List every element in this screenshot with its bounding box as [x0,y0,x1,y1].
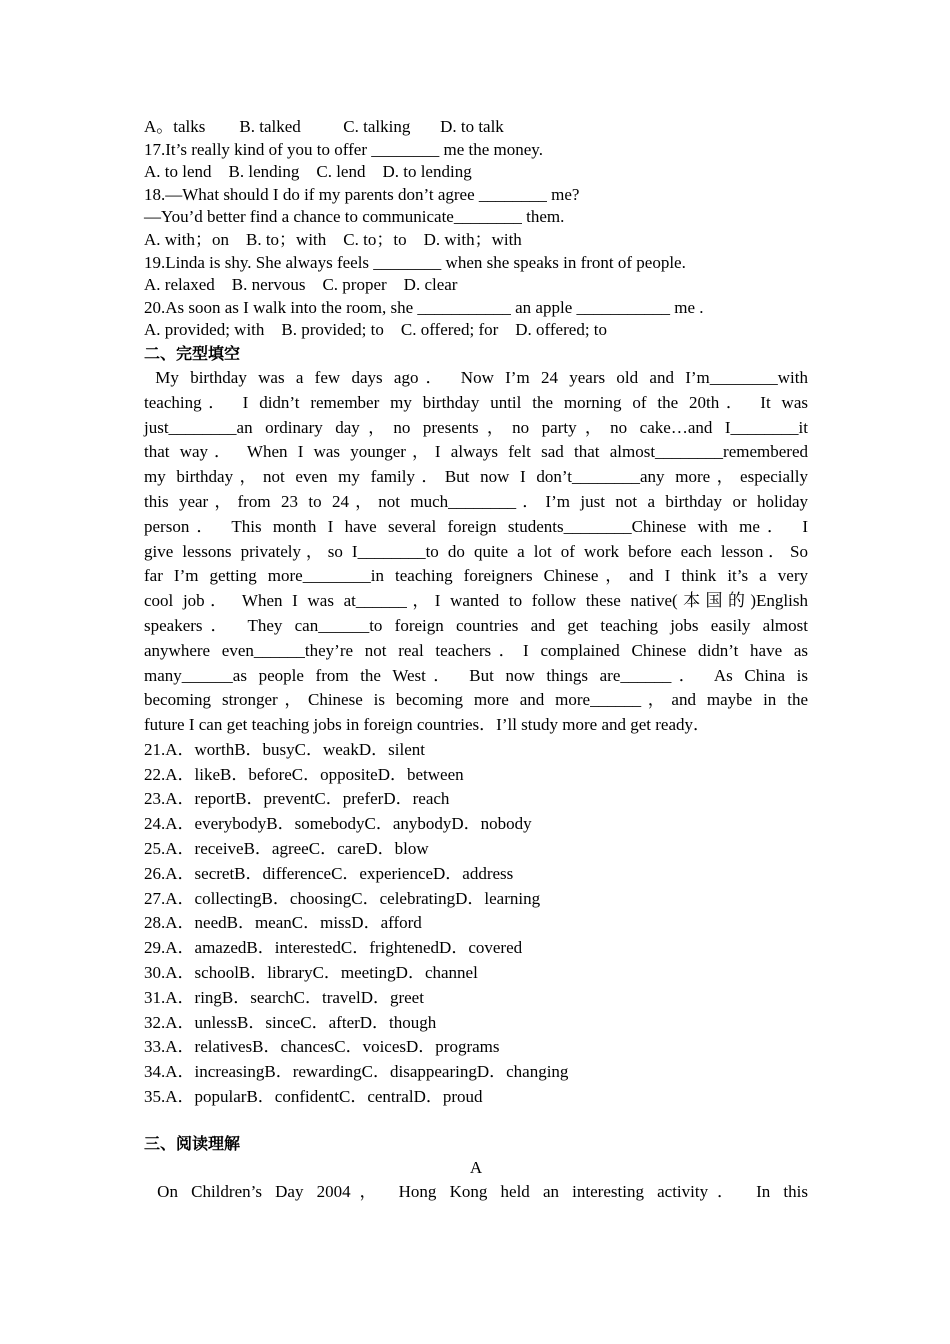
passage-line: cool job． When I was at______，I wanted to follow these native(本国的)English [144,591,808,611]
passage-line: my birthday，not even my family．But now I don’t________any more，especially [144,467,808,487]
passage-line: just________an ordinary day，no presents，no party，no cake…and I________it [144,417,808,437]
option-line: 33.A．relativesB．chancesC．voicesD．programs [144,1037,500,1057]
option-line: 29.A．amazedB．interestedC．frightenedD．covered [144,938,523,958]
mcq-line: 20.As soon as I walk into the room, she ___________ an apple ___________ me . [144,297,704,317]
mcq-line: A。talks B. talked C. talking D. to talk [144,117,504,136]
option-line: 26.A．secretB．differenceC．experienceD．address [144,863,514,883]
passage-line: person． This month I have several foreign students________Chinese with me． I [144,516,808,536]
passage-line: many______as people from the West． But now things are______． As China is [144,665,808,685]
passage-line: On Children’s Day 2004， Hong Kong held an interesting activity． In this [144,1181,808,1201]
blank-line [144,1110,808,1132]
mcq-line: A. with；on B. to；with C. to；to D. with；with [144,229,522,249]
passage-label: A [469,1157,483,1177]
section-heading-cloze: 二、完型填空 [144,343,241,363]
option-line: 34.A．increasingB．rewardingC．disappearingD．changing [144,1062,569,1082]
passage-line: future I can get teaching jobs in foreign countries．I’ll study more and get ready． [144,715,711,735]
option-line: 22.A．likeB．beforeC．oppositeD．between [144,764,464,784]
option-line: 32.A．unlessB．sinceC．afterD．though [144,1012,437,1032]
passage-line: speakers． They can______to foreign countries and get teaching jobs easily almost [144,615,808,635]
mcq-line: 18.—What should I do if my parents don’t agree ________ me? [144,184,580,204]
option-line: 28.A．needB．meanC．missD．afford [144,913,422,933]
mcq-line: —You’d better find a chance to communicate________ them. [144,207,565,227]
passage-line: far I’m getting more________in teaching foreigners Chinese，and I think it’s a very [144,566,808,586]
option-line: 21.A．worthB．busyC．weakD．silent [144,739,425,759]
option-line: 30.A．schoolB．libraryC．meetingD．channel [144,963,478,983]
option-line: 35.A．popularB．confidentC．centralD．proud [144,1087,483,1107]
passage-line: this year，from 23 to 24，not much________．I’m just not a birthday or holiday [144,491,808,511]
document-page [144,116,808,1204]
passage-line: give lessons privately，so I________to do quite a lot of work before each lesson．So [144,541,808,561]
option-line: 25.A．receiveB．agreeC．careD．blow [144,839,429,859]
option-line: 23.A．reportB．preventC．preferD．reach [144,789,450,809]
passage-line: that way． When I was younger，I always felt sad that almost________remembered [144,442,808,462]
mcq-line: 19.Linda is shy. She always feels ________ when she speaks in front of people. [144,252,686,272]
mcq-line: A. provided; with B. provided; to C. offered; for D. offered; to [144,320,608,340]
mcq-line: A. relaxed B. nervous C. proper D. clear [144,275,458,295]
option-line: 31.A．ringB．searchC．travelD．greet [144,987,424,1007]
option-line: 27.A．collectingB．choosingC．celebratingD．learning [144,888,541,908]
mcq-line: 17.It’s really kind of you to offer ________ me the money. [144,139,543,159]
section-heading-reading: 三、阅读理解 [144,1133,241,1153]
passage-line: My birthday was a few days ago． Now I’m 24 years old and I’m________with [144,367,809,387]
cloze-passage [144,366,808,738]
passage-line: teaching． I didn’t remember my birthday until the morning of the 20th． It was [144,392,808,412]
passage-line: anywhere even______they’re not real teachers．I complained Chinese didn’t have as [144,640,808,660]
reading-passage [144,1180,808,1204]
mcq-block [144,116,808,342]
option-line: 24.A．everybodyB．somebodyC．anybodyD．nobody [144,814,532,834]
cloze-options [144,738,808,1110]
passage-line: becoming stronger，Chinese is becoming more and more______，and maybe in the [144,690,808,710]
mcq-line: A. to lend B. lending C. lend D. to lending [144,162,472,182]
